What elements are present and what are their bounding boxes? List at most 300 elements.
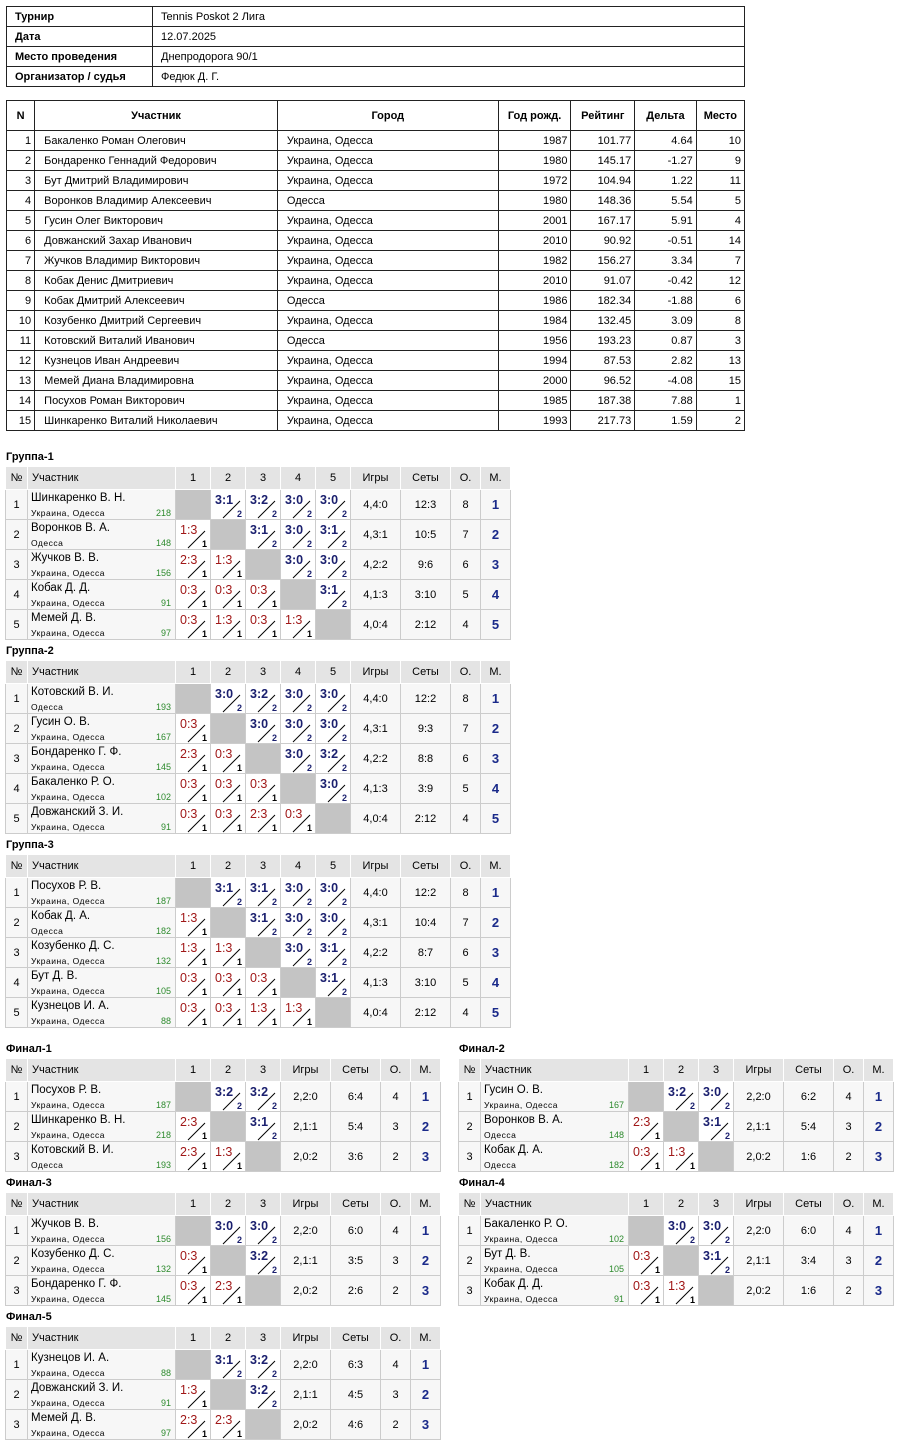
match-score-cell [664,1142,699,1172]
row-number: 4 [6,580,28,610]
player-city: Одесса [31,1160,64,1170]
row-number: 1 [6,684,28,714]
match-score: 3:0 [215,687,234,701]
place-value: 1 [421,1223,430,1238]
info-label: Дата [7,27,153,47]
player-name: Бут Д. В. [31,970,78,982]
place-cell [481,774,511,804]
row-number: 2 [459,1112,481,1142]
header-participant: Участник [28,855,176,878]
participant-cell: Украина, Одесса [277,171,498,191]
place-cell [481,938,511,968]
group-row [459,1276,894,1306]
match-points: 2 [724,1265,730,1275]
header-pts: О. [834,1193,864,1216]
participant-cell: 1987 [498,131,571,151]
match-score-cell [211,610,246,640]
match-points: 1 [201,1161,207,1171]
player-city: Украина, Одесса [31,986,105,996]
player-rating: 88 [160,1368,171,1378]
header-opponent: 3 [699,1059,734,1082]
match-points: 2 [271,1101,277,1111]
group-header-row [6,661,511,684]
games-cell: 2,1:1 [281,1112,331,1142]
match-points: 2 [236,1101,242,1111]
match-points: 2 [689,1235,695,1245]
match-score: 3:0 [285,553,304,567]
header-opponent: 3 [246,855,281,878]
self-match-cell [211,1112,246,1142]
participants-header: Год рожд. [498,101,571,131]
match-score-cell [176,1142,211,1172]
self-match-cell [246,938,281,968]
participant-cell: 87.53 [571,351,635,371]
participant-cell: 104.94 [571,171,635,191]
group-row [6,580,511,610]
group-header-row [459,1193,894,1216]
match-points: 1 [201,1295,207,1305]
player-rating: 218 [155,1130,171,1140]
player-cell [28,490,176,520]
player-city: Украина, Одесса [31,1294,105,1304]
player-city: Украина, Одесса [31,822,105,832]
header-sets: Сеты [401,855,451,878]
self-match-cell [176,878,211,908]
player-name: Кобак Д. А. [31,910,91,922]
match-points: 1 [306,823,312,833]
place-cell [481,580,511,610]
sets-cell: 4:6 [331,1410,381,1440]
header-place: М. [411,1327,441,1350]
participant-cell: 1 [7,131,35,151]
header-num: № [6,855,28,878]
row-number: 3 [6,744,28,774]
match-points: 2 [341,703,347,713]
player-rating: 187 [155,896,171,906]
match-score: 0:3 [215,583,233,597]
match-points: 2 [306,927,312,937]
match-score: 2:3 [180,747,198,761]
match-points: 1 [654,1265,660,1275]
self-match-cell [664,1246,699,1276]
match-score: 3:1 [215,493,234,507]
match-score: 3:0 [320,553,339,567]
place-cell [411,1380,441,1410]
player-cell [28,774,176,804]
place-cell [864,1246,894,1276]
self-match-cell [176,490,211,520]
match-score-cell [281,804,316,834]
player-city: Одесса [484,1160,517,1170]
group-title: Финал-2 [459,1043,505,1055]
games-cell: 2,2:0 [281,1216,331,1246]
sets-cell: 1:6 [784,1276,834,1306]
match-score-cell [281,550,316,580]
match-score: 1:3 [285,1001,303,1015]
player-name: Кобак Д. Д. [484,1278,544,1290]
match-score-cell [281,714,316,744]
place-value: 3 [491,945,500,960]
header-opponent: 1 [176,855,211,878]
row-number: 1 [459,1216,481,1246]
match-score: 3:0 [215,1219,234,1233]
header-sets: Сеты [401,467,451,490]
place-cell [864,1082,894,1112]
self-match-cell [664,1112,699,1142]
header-opponent: 2 [211,855,246,878]
sets-cell: 9:3 [401,714,451,744]
match-score: 0:3 [180,717,198,731]
match-score: 3:0 [285,523,304,537]
match-score: 0:3 [215,747,233,761]
player-name: Шинкаренко В. Н. [31,492,126,504]
group-row [6,490,511,520]
points-cell: 4 [381,1082,411,1112]
group-row [6,744,511,774]
participant-cell: 7 [696,251,744,271]
header-sets: Сеты [331,1327,381,1350]
header-pts: О. [451,467,481,490]
match-points: 1 [236,569,242,579]
participant-row [7,331,745,351]
info-row [7,47,745,67]
self-match-cell [316,804,351,834]
participant-cell: 187.38 [571,391,635,411]
participant-cell: 5 [7,211,35,231]
player-cell [28,1216,176,1246]
player-cell [28,684,176,714]
participant-row [7,371,745,391]
header-opponent: 5 [316,855,351,878]
group-row [459,1216,894,1246]
participant-cell: -4.08 [635,371,696,391]
match-score-cell [176,908,211,938]
participant-cell: 90.92 [571,231,635,251]
player-city: Украина, Одесса [31,598,105,608]
player-city: Одесса [484,1130,517,1140]
match-points: 2 [236,509,242,519]
place-cell [481,998,511,1028]
match-score: 1:3 [250,1001,268,1015]
match-score: 0:3 [633,1145,651,1159]
match-score-cell [664,1276,699,1306]
match-points: 2 [306,569,312,579]
self-match-cell [629,1082,664,1112]
player-city: Украина, Одесса [31,508,105,518]
place-cell [411,1410,441,1440]
participant-row [7,391,745,411]
self-match-cell [176,684,211,714]
match-score-cell [211,998,246,1028]
player-name: Котовский В. И. [31,686,114,698]
participant-row [7,151,745,171]
match-score: 1:3 [180,1383,198,1397]
match-points: 2 [236,1369,242,1379]
match-points: 1 [654,1161,660,1171]
match-score: 1:3 [215,941,233,955]
header-opponent: 3 [246,1193,281,1216]
sets-cell: 6:3 [331,1350,381,1380]
player-cell [28,1112,176,1142]
header-pts: О. [381,1059,411,1082]
player-rating: 132 [155,956,171,966]
self-match-cell [211,714,246,744]
match-score: 3:0 [320,881,339,895]
match-score-cell [246,1082,281,1112]
place-cell [481,714,511,744]
sets-cell: 5:4 [331,1112,381,1142]
match-score: 0:3 [250,583,268,597]
header-participant: Участник [481,1059,629,1082]
row-number: 1 [6,878,28,908]
match-score-cell [211,580,246,610]
participant-cell: 3.34 [635,251,696,271]
player-city: Украина, Одесса [31,568,105,578]
games-cell: 2,0:2 [734,1276,784,1306]
player-cell [28,580,176,610]
match-points: 1 [236,1017,242,1027]
place-cell [411,1082,441,1112]
participant-cell: 6 [696,291,744,311]
match-score: 2:3 [215,1279,233,1293]
match-points: 1 [271,823,277,833]
games-cell: 4,4:0 [351,684,401,714]
participant-cell: 11 [7,331,35,351]
player-cell [28,804,176,834]
group-row [6,684,511,714]
match-score-cell [281,744,316,774]
points-cell: 8 [451,490,481,520]
points-cell: 2 [381,1276,411,1306]
tournament-info-table [6,6,745,87]
match-score-cell [699,1082,734,1112]
group-header-row [6,1327,441,1350]
match-points: 2 [724,1101,730,1111]
match-points: 2 [306,733,312,743]
player-name: Бакаленко Р. О. [31,776,115,788]
player-city: Украина, Одесса [31,1130,105,1140]
match-score-cell [176,580,211,610]
match-points: 2 [724,1131,730,1141]
group-table [458,1192,894,1306]
group-row [6,878,511,908]
match-points: 2 [724,1235,730,1245]
participant-cell: Воронков Владимир Алексеевич [35,191,278,211]
participant-cell: Гусин Олег Викторович [35,211,278,231]
self-match-cell [176,1082,211,1112]
match-score-cell [246,908,281,938]
match-score-cell [316,684,351,714]
participant-cell: Украина, Одесса [277,131,498,151]
match-score: 0:3 [180,1279,198,1293]
group-row [6,1216,441,1246]
match-score-cell [176,938,211,968]
match-score: 3:0 [285,747,304,761]
row-number: 1 [6,1082,28,1112]
place-cell [411,1216,441,1246]
group-title: Группа-3 [6,839,54,851]
participant-cell: Украина, Одесса [277,211,498,231]
header-opponent: 3 [699,1193,734,1216]
match-score: 0:3 [215,777,233,791]
match-points: 1 [236,957,242,967]
match-score-cell [211,1276,246,1306]
row-number: 3 [6,938,28,968]
match-score-cell [211,968,246,998]
sets-cell: 3:5 [331,1246,381,1276]
match-score-cell [176,714,211,744]
points-cell: 7 [451,908,481,938]
header-opponent: 2 [664,1193,699,1216]
sets-cell: 2:6 [331,1276,381,1306]
match-points: 1 [236,599,242,609]
self-match-cell [316,610,351,640]
participant-cell: 15 [696,371,744,391]
row-number: 4 [6,968,28,998]
match-points: 2 [271,539,277,549]
sets-cell: 3:6 [331,1142,381,1172]
match-points: 2 [271,733,277,743]
header-opponent: 2 [211,467,246,490]
participants-header: Место [696,101,744,131]
participant-cell: -0.42 [635,271,696,291]
player-rating: 156 [155,568,171,578]
header-opponent: 4 [281,855,316,878]
sets-cell: 10:4 [401,908,451,938]
match-points: 1 [201,1429,207,1439]
match-points: 2 [341,897,347,907]
match-points: 2 [306,957,312,967]
place-cell [481,684,511,714]
header-opponent: 1 [176,467,211,490]
participant-cell: Бондаренко Геннадий Федорович [35,151,278,171]
sets-cell: 10:5 [401,520,451,550]
participant-cell: 9 [7,291,35,311]
place-value: 1 [491,691,500,706]
player-city: Украина, Одесса [31,732,105,742]
group-row [459,1142,894,1172]
player-cell [28,550,176,580]
match-points: 1 [654,1131,660,1141]
participants-table [6,100,745,431]
match-score: 0:3 [180,971,198,985]
games-cell: 2,1:1 [734,1112,784,1142]
row-number: 2 [6,1246,28,1276]
player-name: Воронков В. А. [31,522,110,534]
match-points: 2 [341,793,347,803]
header-participant: Участник [28,661,176,684]
match-points: 2 [689,1101,695,1111]
participant-cell: 1994 [498,351,571,371]
games-cell: 4,4:0 [351,490,401,520]
participant-cell: 12 [7,351,35,371]
match-score: 2:3 [215,1413,233,1427]
place-value: 2 [874,1253,883,1268]
match-score-cell [211,1350,246,1380]
participant-cell: Украина, Одесса [277,251,498,271]
player-rating: 145 [155,1294,171,1304]
header-place: М. [411,1193,441,1216]
player-city: Украина, Одесса [484,1234,558,1244]
place-value: 2 [421,1119,430,1134]
points-cell: 4 [834,1216,864,1246]
match-score-cell [211,490,246,520]
match-score-cell [176,1112,211,1142]
place-value: 2 [421,1253,430,1268]
place-cell [864,1112,894,1142]
match-score-cell [211,744,246,774]
match-score: 3:1 [703,1249,722,1263]
group-row [6,1142,441,1172]
participant-cell: Шинкаренко Виталий Николаевич [35,411,278,431]
participant-row [7,171,745,191]
self-match-cell [316,998,351,1028]
self-match-cell [211,908,246,938]
match-points: 1 [201,1017,207,1027]
row-number: 5 [6,610,28,640]
player-name: Мемей Д. В. [31,612,97,624]
match-score: 3:0 [285,941,304,955]
participant-cell: Козубенко Дмитрий Сергеевич [35,311,278,331]
match-score-cell [699,1246,734,1276]
place-value: 4 [491,587,500,602]
place-value: 1 [491,885,500,900]
player-name: Довжанский З. И. [31,806,124,818]
group-row [6,968,511,998]
points-cell: 4 [451,804,481,834]
info-label: Турнир [7,7,153,27]
player-cell [28,968,176,998]
match-points: 1 [306,1017,312,1027]
player-rating: 156 [155,1234,171,1244]
match-points: 1 [236,1161,242,1171]
player-city: Украина, Одесса [31,1264,105,1274]
player-rating: 187 [155,1100,171,1110]
sets-cell: 8:7 [401,938,451,968]
place-cell [481,490,511,520]
match-points: 1 [201,987,207,997]
games-cell: 4,0:4 [351,998,401,1028]
games-cell: 2,0:2 [734,1142,784,1172]
match-score-cell [316,938,351,968]
group-row [459,1082,894,1112]
player-name: Козубенко Д. С. [31,940,115,952]
player-cell [481,1216,629,1246]
header-games: Игры [351,855,401,878]
participant-row [7,311,745,331]
match-score: 1:3 [180,523,198,537]
group-row [6,1410,441,1440]
match-score-cell [246,714,281,744]
participant-cell: Украина, Одесса [277,271,498,291]
place-cell [481,878,511,908]
player-city: Украина, Одесса [31,1428,105,1438]
match-score: 0:3 [250,777,268,791]
player-city: Украина, Одесса [31,1368,105,1378]
match-score-cell [281,938,316,968]
points-cell: 6 [451,550,481,580]
group-row [6,1276,441,1306]
player-cell [28,1246,176,1276]
match-score: 2:3 [180,1115,198,1129]
header-num: № [459,1193,481,1216]
player-rating: 105 [155,986,171,996]
match-score-cell [211,938,246,968]
player-rating: 132 [155,1264,171,1274]
participant-cell: 8 [696,311,744,331]
match-score-cell [211,550,246,580]
player-cell [28,744,176,774]
